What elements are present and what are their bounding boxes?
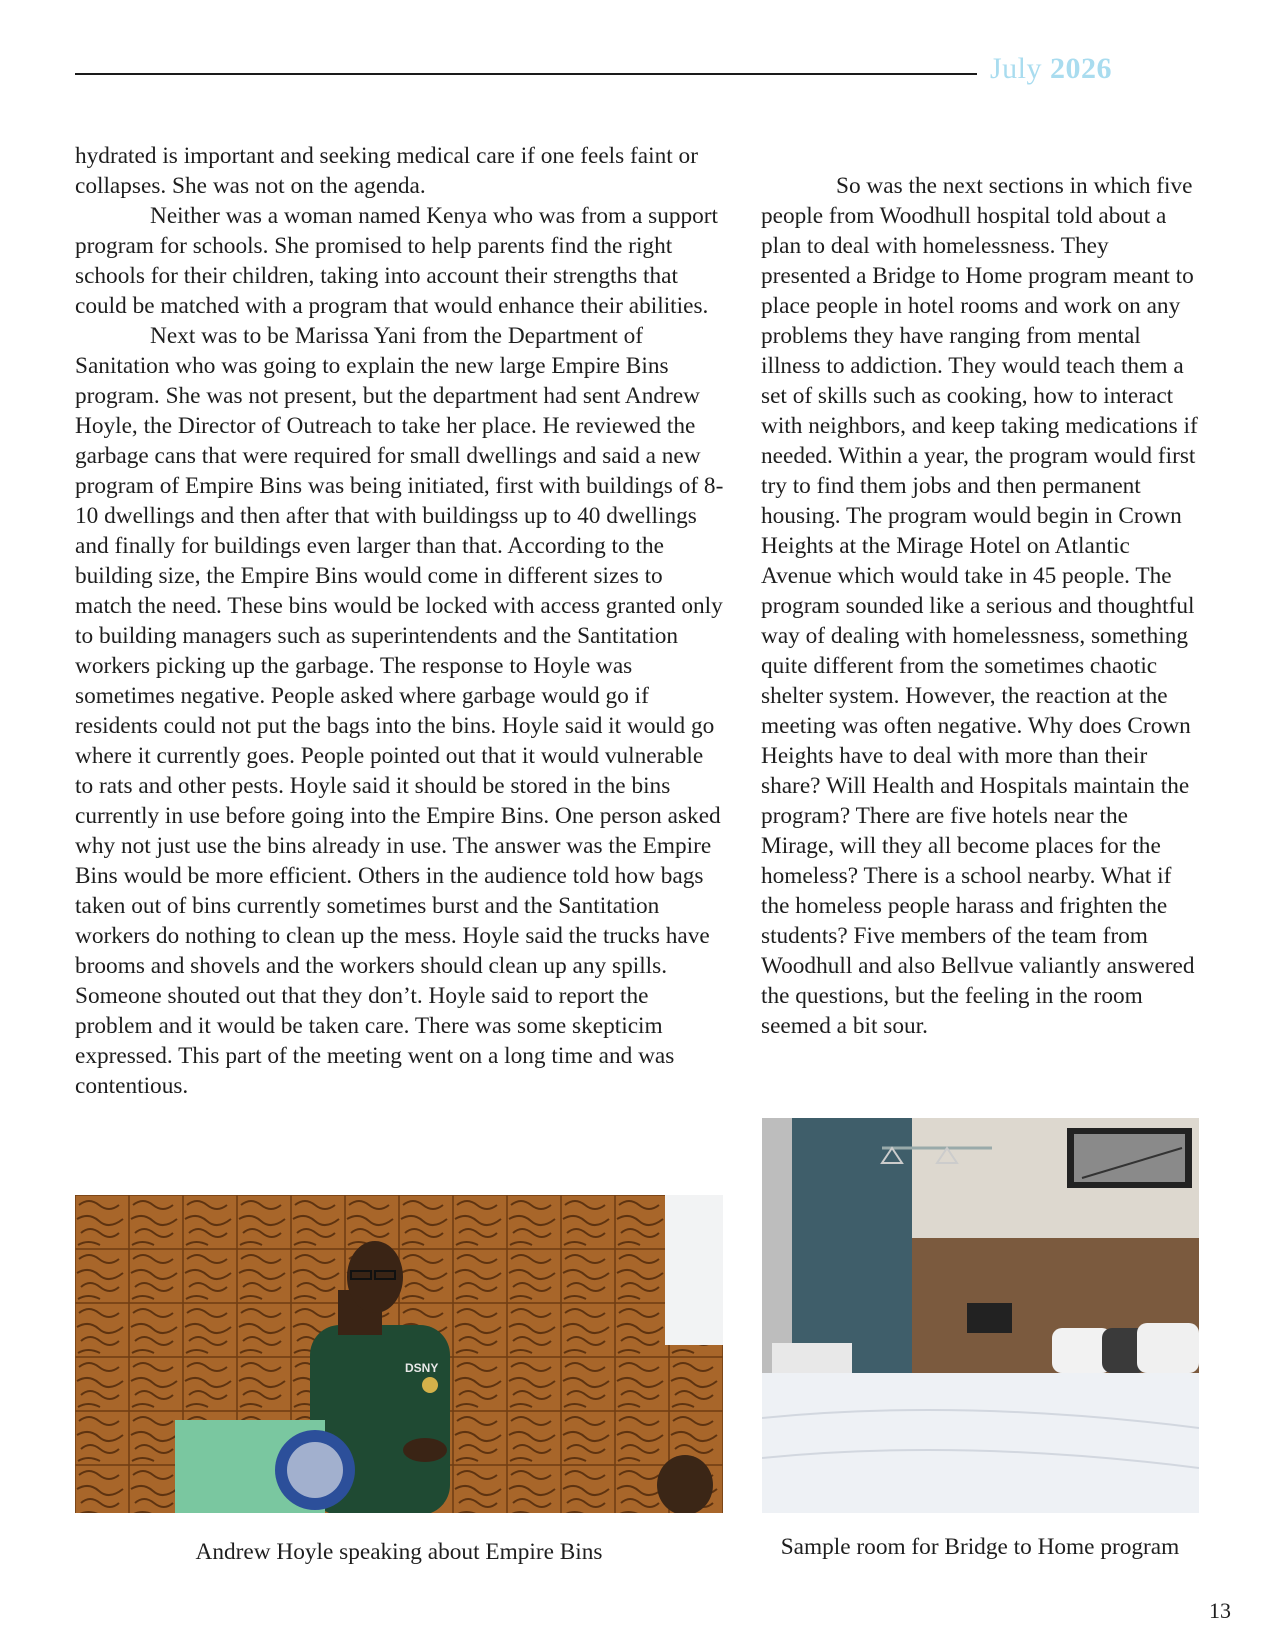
photo-caption: Andrew Hoyle speaking about Empire Bins bbox=[195, 1539, 603, 1565]
photo-caption: Sample room for Bridge to Home program bbox=[780, 1534, 1180, 1560]
page-number: 13 bbox=[1209, 1598, 1231, 1623]
left-column bbox=[75, 141, 725, 1101]
paragraph: Neither was a woman named Kenya who was from a support program for schools. She promised to help parents find the right schools for their children, taking into account their strengths that could be matched with a program that would enhance their abilities. bbox=[75, 203, 719, 319]
speaker-photo bbox=[75, 1195, 723, 1513]
paragraph: hydrated is important and seeking medical care if one feels faint or collapses. She was not on the agenda. bbox=[75, 143, 698, 199]
issue-year: 2026 bbox=[1050, 52, 1113, 85]
shirt-logo-text: DSNY bbox=[405, 1361, 439, 1375]
paragraph: So was the next sections in which five people from Woodhull hospital told about a plan to deal with homelessness. They presented a Bridge to Home program meant to place people in hotel rooms and work on any problems they have ranging from mental illness to addiction. They would teach them a set of skills such as cooking, how to interact with neighbors, and keep taking medications if needed. Within a year, the program would first try to find them jobs and then permanent housing. The program would begin in Crown Heights at the Mirage Hotel on Atlantic Avenue which would take in 45 people. The program sounded like a serious and thoughtful way of dealing with homelessness, something quite different from the sometimes chaotic shelter system. However, the reaction at the meeting was often negative. Why does Crown Heights have to deal with more than their share? Will Health and Hospitals maintain the program? There are five hotels near the Mirage, will they all become places for the homeless? There is a school nearby. What if the homeless people harass and frighten the students? Five members of the team from Woodhull and also Bellvue valiantly answered the questions, but the feeling in the room seemed a bit sour. bbox=[761, 173, 1198, 1039]
hotel-room-photo bbox=[762, 1118, 1199, 1513]
issue-month: July bbox=[990, 52, 1043, 85]
issue-date bbox=[990, 52, 1112, 86]
header-rule bbox=[75, 73, 977, 75]
right-column bbox=[761, 171, 1201, 1041]
paragraph: Next was to be Marissa Yani from the Department of Sanitation who was going to explain the new large Empire Bins program. She was not present, but the department had sent Andrew Hoyle, the Director of Outreach to take her place. He reviewed the garbage cans that were required for small dwellings and said a new program of Empire Bins was being initiated, first with buildings of 8-10 dwellings and then after that with buildingss up to 40 dwellings and finally for buildings even larger than that. According to the building size, the Empire Bins would come in different sizes to match the need. These bins would be locked with access granted only to building managers such as superintendents and the Santitation workers picking up the garbage. The response to Hoyle was sometimes negative. People asked where garbage would go if residents could not put the bags into the bins. Hoyle said it would go where it currently goes. People pointed out that it would vulnerable to rats and other pests. Hoyle said it should be stored in the bins currently in use before going into the Empire Bins. One person asked why not just use the bins already in use. The answer was the Empire Bins would be more efficient. Others in the audience told how bags taken out of bins currently sometimes burst and the Santitation workers do nothing to clean up the mess. Hoyle said the trucks have brooms and shovels and the workers should clean up any spills. Someone shouted out that they don’t. Hoyle said to report the problem and it would be taken care. There was some skepticim expressed. This part of the meeting went on a long time and was contentious. bbox=[75, 323, 724, 1099]
